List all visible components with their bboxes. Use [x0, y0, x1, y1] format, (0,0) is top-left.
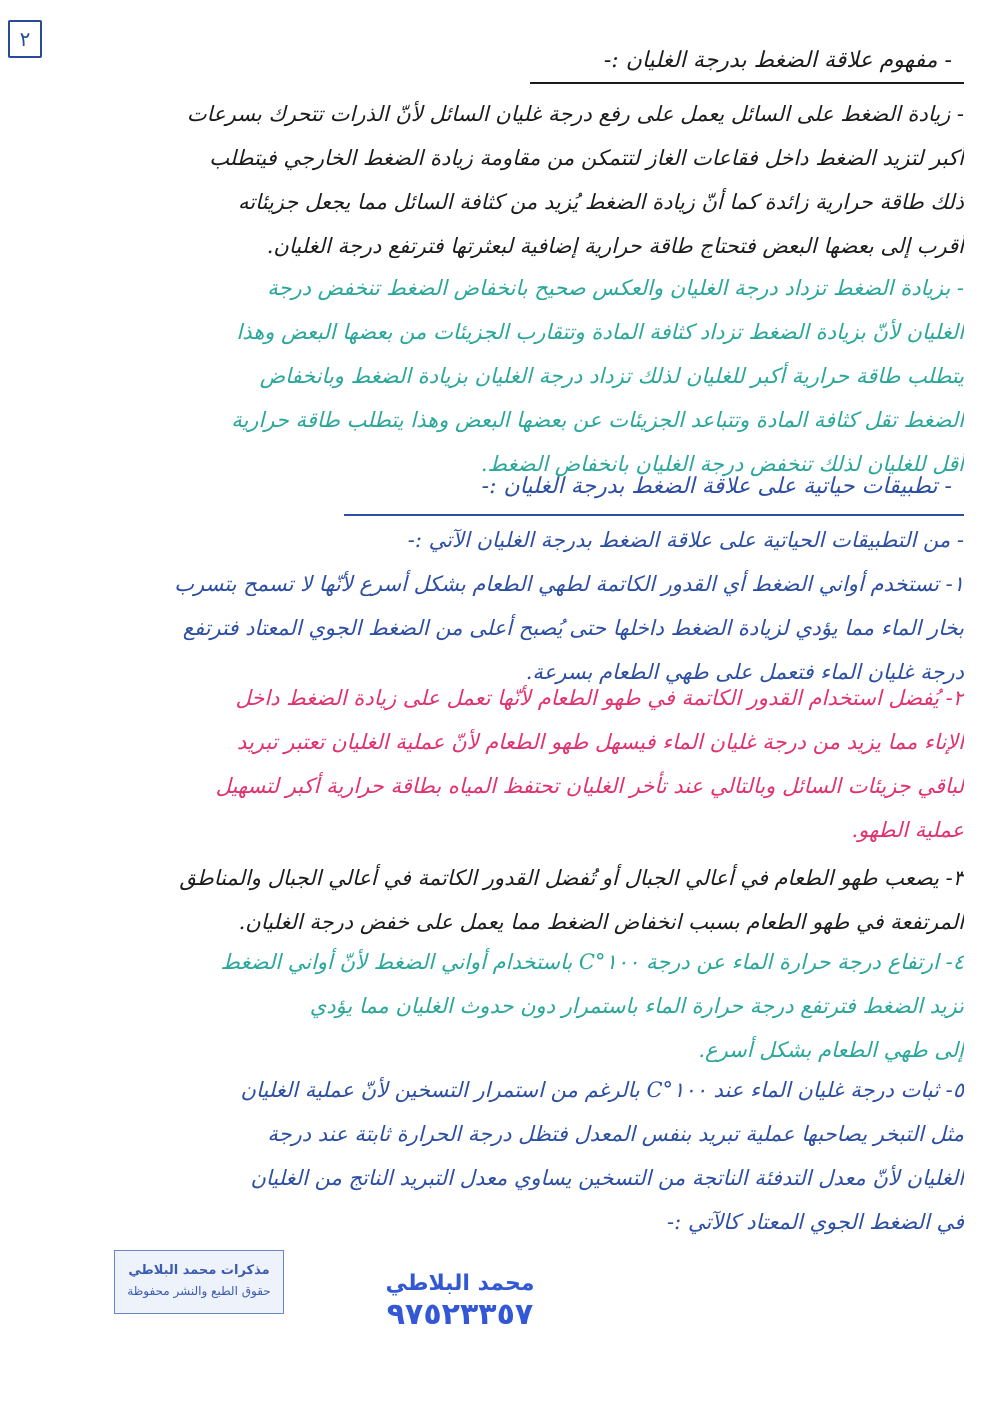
text-line: ٤- ارتفاع درجة حرارة الماء عن درجة ١٠٠°C باستخدام أواني الضغط لأنّ أواني الضغط [220, 950, 964, 974]
page-number: ٢ [8, 20, 42, 58]
text-line: في الضغط الجوي المعتاد كالآتي :- [667, 1210, 964, 1234]
section2-title: - تطبيقات حياتية على علاقة الضغط بدرجة الغليان :- [481, 474, 952, 499]
text-line: ٥- ثبات درجة غليان الماء عند ١٠٠°C بالرغم من استمرار التسخين لأنّ عملية الغليان [240, 1078, 964, 1102]
copyright-stamp [114, 1250, 284, 1314]
section1-paragraph-black [28, 92, 964, 268]
text-line: الغليان لأنّ بزيادة الضغط تزداد كثافة المادة وتتقارب الجزيئات من بعضها البعض وهذا [236, 320, 964, 344]
stamp-line: حقوق الطبع والنشر محفوظة [127, 1284, 271, 1298]
text-line: ٢- يُفضل استخدام القدور الكاتمة في طهو الطعام لأنّها تعمل على زيادة الضغط داخل [235, 686, 964, 710]
section2-paragraph-blue-2 [28, 1068, 964, 1244]
text-line: مثل التبخر يصاحبها عملية تبريد بنفس المعدل فتظل درجة الحرارة ثابتة عند درجة [267, 1122, 964, 1146]
section2-paragraph-teal [28, 940, 964, 1072]
text-line: - من التطبيقات الحياتية على علاقة الضغط بدرجة الغليان الآتي :- [407, 528, 964, 552]
section2-paragraph-black [28, 856, 964, 944]
text-line: يتطلب طاقة حرارية أكبر للغليان لذلك تزداد درجة الغليان بزيادة الضغط وبانخفاض [259, 364, 964, 388]
text-line: - بزيادة الضغط تزداد درجة الغليان والعكس صحيح بانخفاض الضغط تنخفض درجة [267, 276, 964, 300]
text-line: درجة غليان الماء فتعمل على طهي الطعام بسرعة. [525, 660, 964, 684]
text-line: ذلك طاقة حرارية زائدة كما أنّ زيادة الضغط يُزيد من كثافة السائل مما يجعل جزيئاته [238, 190, 964, 214]
author-phone: ٩٧٥٢٣٣٥٧ [386, 1297, 534, 1332]
text-line: المرتفعة في طهو الطعام بسبب انخفاض الضغط مما يعمل على خفض درجة الغليان. [238, 910, 964, 934]
section2-paragraph-pink [28, 676, 964, 852]
text-line: أقل للغليان لذلك تنخفض درجة الغليان بانخفاض الضغط. [480, 452, 964, 476]
text-line: بخار الماء مما يؤدي لزيادة الضغط داخلها حتى يُصبح أعلى من الضغط الجوي المعتاد فترتفع [182, 616, 964, 640]
section1-paragraph-teal [28, 266, 964, 486]
text-line: تزيد الضغط فترتفع درجة حرارة الماء باستمرار دون حدوث الغليان مما يؤدي [309, 994, 964, 1018]
section2-paragraph-blue [28, 518, 964, 694]
text-line: لباقي جزيئات السائل وبالتالي عند تأخر الغليان تحتفظ المياه بطاقة حرارية أكبر لتسهيل [215, 774, 964, 798]
section1-title: - مفهوم علاقة الضغط بدرجة الغليان :- [603, 48, 952, 73]
text-line: ١- تستخدم أواني الضغط أي القدور الكاتمة لطهي الطعام بشكل أسرع لأنّها لا تسمح بتسرب [174, 572, 964, 596]
section1-title-underline [530, 82, 964, 84]
text-line: أكبر لتزيد الضغط داخل فقاعات الغاز لتتمكن من مقاومة زيادة الضغط الخارجي فيتطلب [209, 146, 964, 170]
text-line: - زيادة الضغط على السائل يعمل على رفع درجة غليان السائل لأنّ الذرات تتحرك بسرعات [186, 102, 964, 126]
text-line: إلى طهي الطعام بشكل أسرع. [698, 1038, 964, 1062]
text-line: ٣- يصعب طهو الطعام في أعالي الجبال أو تُفضل القدور الكاتمة في أعالي الجبال والمناطق [179, 866, 964, 890]
text-line: أقرب إلى بعضها البعض فتحتاج طاقة حرارية إضافية لبعثرتها فترتفع درجة الغليان. [266, 234, 964, 258]
section2-title-underline [344, 514, 964, 516]
author-signature [380, 1270, 540, 1332]
text-line: الغليان لأنّ معدل التدفئة الناتجة من التسخين يساوي معدل التبريد الناتج من الغليان [250, 1166, 964, 1190]
stamp-line: مذكرات محمد البلاطي [128, 1263, 270, 1278]
text-line: الإناء مما يزيد من درجة غليان الماء فيسهل طهو الطعام لأنّ عملية الغليان تعتبر تبريد [236, 730, 964, 754]
author-name: محمد البلاطي [385, 1271, 535, 1296]
text-line: الضغط تقل كثافة المادة وتتباعد الجزيئات عن بعضها البعض وهذا يتطلب طاقة حرارية [231, 408, 964, 432]
text-line: عملية الطهو. [851, 818, 964, 842]
